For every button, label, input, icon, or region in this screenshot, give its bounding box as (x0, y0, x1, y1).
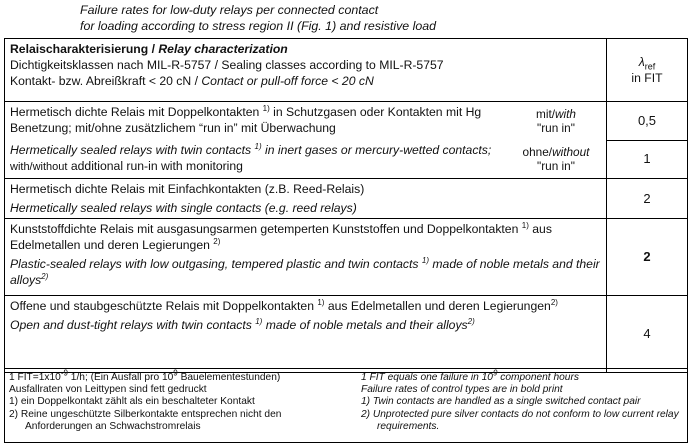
row1-value-without: 1 (607, 140, 688, 179)
fit-def-de-b: 1/h; (Ein Ausfall pro 10 (67, 372, 174, 383)
row1-en-text-b: in inert gases or mercury-wetted contacts; (261, 143, 492, 157)
row3-value: 2 (607, 219, 688, 296)
row3-de-text-a: Kunststoffdichte Relais mit ausgasungsarmen getemperten Kunststoffen und Doppelkontakten (10, 222, 522, 236)
fit-def-de-c: Bauelementestunden) (177, 372, 281, 383)
lambda-unit: in FIT (631, 71, 663, 85)
bold-note-de: Ausfallraten von Leittypen sind fett gedruckt (9, 384, 207, 396)
lambda-header-cell (607, 39, 688, 102)
row3-de-footnote-1: 1) (521, 220, 529, 230)
row1-mid-without (506, 140, 607, 179)
row3-de-text-b: aus Edelmetallen und deren Legierungen (10, 222, 552, 252)
row3-en-footnote-2: 2) (41, 271, 49, 281)
row1-mid-without-en: without (552, 145, 590, 159)
row3-en-text-b: made of noble metals and their alloys (10, 257, 600, 287)
row1-de-cell (5, 102, 507, 141)
row4-de-footnote-2: 2) (550, 297, 558, 307)
table-caption (80, 2, 436, 34)
row3-de-footnote-2: 2) (213, 236, 221, 246)
table-header-row (5, 39, 688, 102)
lambda-subscript: ref (644, 61, 656, 72)
row1-en-text-d: additional run-in with monitoring (67, 159, 243, 173)
table-row (5, 102, 688, 141)
caption-line-2: for loading according to stress region II (Fig. 1) and resistive load (80, 19, 437, 33)
footnotes-box (4, 368, 688, 443)
row4-text-cell (5, 296, 607, 373)
row2-text-cell (5, 179, 607, 219)
row2-value: 2 (607, 179, 688, 219)
caption-line-1: Failure rates for low-duty relays per connected contact (80, 3, 379, 17)
footnotes-en (361, 368, 685, 433)
row1-mid-with-runin: "run in" (537, 121, 575, 135)
table-row (5, 179, 688, 219)
row2-en-text: Hermetically sealed relays with single contacts (e.g. reed relays) (10, 201, 357, 215)
header-cell (5, 39, 607, 102)
header-title-en: Relay characterization (158, 42, 288, 56)
fit-def-de-exp: -9 (60, 368, 68, 378)
failure-rate-table (4, 38, 688, 373)
row4-de-text-a: Offene und staubgeschützte Relais mit Doppelkontakten (10, 299, 318, 313)
row4-de-footnote-1: 1) (317, 297, 325, 307)
footnotes-de (9, 368, 339, 433)
row4-en-footnote-2: 2) (467, 316, 475, 326)
row1-de-footnote: 1) (262, 103, 270, 113)
row1-en-text-a: Hermetically sealed relays with twin contacts (10, 143, 255, 157)
fit-def-en-b: component hours (497, 372, 579, 383)
row4-value: 4 (607, 296, 688, 373)
row1-mid-with-en: with (555, 107, 576, 121)
footnote1-en: 1) Twin contacts are handled as a single switched contact pair (361, 396, 641, 408)
table-row (5, 140, 688, 179)
row4-en-footnote-1: 1) (255, 316, 263, 326)
row3-en-text-a: Plastic-sealed relays with low outgasing, tempered plastic and twin contacts (10, 257, 422, 271)
row1-en-text-c: with/without (10, 161, 68, 173)
row2-de-text: Hermetisch dichte Relais mit Einfachkontakten (z.B. Reed-Relais) (10, 182, 365, 196)
footnote2-de: 2) Reine ungeschützte Silberkontakte entsprechen nicht den Anforderungen an Schwachstromrelais (9, 408, 282, 432)
row1-de-text-a: Hermetisch dichte Relais mit Doppelkontakten (10, 105, 263, 119)
fit-def-en-exp: 9 (492, 368, 498, 378)
row1-mid-without-de: ohne/ (522, 145, 553, 159)
fit-def-en-a: 1 FIT equals one failure in 10 (361, 372, 493, 383)
header-sealing-classes: Dichtigkeitsklassen nach MIL-R-5757 / Sealing classes according to MIL-R-5757 (10, 58, 444, 72)
header-contact-force-en: Contact or pull-off force < 20 cN (201, 74, 374, 88)
row1-de-text-b: in Schutzgasen oder Kontakten mit Hg Benetzung; mit/ohne zusätzlichem “run in” mit Überwachung (10, 105, 482, 135)
bold-note-en: Failure rates of control types are in bold print (361, 384, 563, 396)
table-row (5, 219, 688, 296)
row3-en-footnote-1: 1) (421, 255, 429, 265)
row1-mid-with (506, 102, 607, 141)
header-contact-force-de: Kontakt- bzw. Abreißkraft < 20 cN / (10, 74, 202, 88)
row1-en-cell (5, 140, 507, 179)
row4-de-text-b: aus Edelmetallen und deren Legierungen (324, 299, 551, 313)
footnote1-de: 1) ein Doppelkontakt zählt als ein beschalteter Kontakt (9, 396, 255, 408)
row1-mid-without-runin: "run in" (537, 159, 575, 173)
table-row (5, 296, 688, 373)
footnote2-en: 2) Unprotected pure silver contacts do not conform to low current relay requirements. (361, 408, 679, 432)
header-title-de: Relaischarakterisierung / (10, 42, 159, 56)
row1-en-footnote: 1) (254, 141, 262, 151)
row3-text-cell (5, 219, 607, 296)
fit-def-de-a: 1 FIT=1x10 (9, 372, 61, 383)
row4-en-text-a: Open and dust-tight relays with twin contacts (10, 318, 256, 332)
row4-en-text-b: made of noble metals and their alloys (262, 318, 468, 332)
fit-def-de-exp2: 9 (173, 368, 178, 378)
row1-value-with: 0,5 (607, 102, 688, 141)
row1-mid-with-de: mit/ (536, 107, 556, 121)
lambda-symbol: λ (638, 55, 645, 69)
